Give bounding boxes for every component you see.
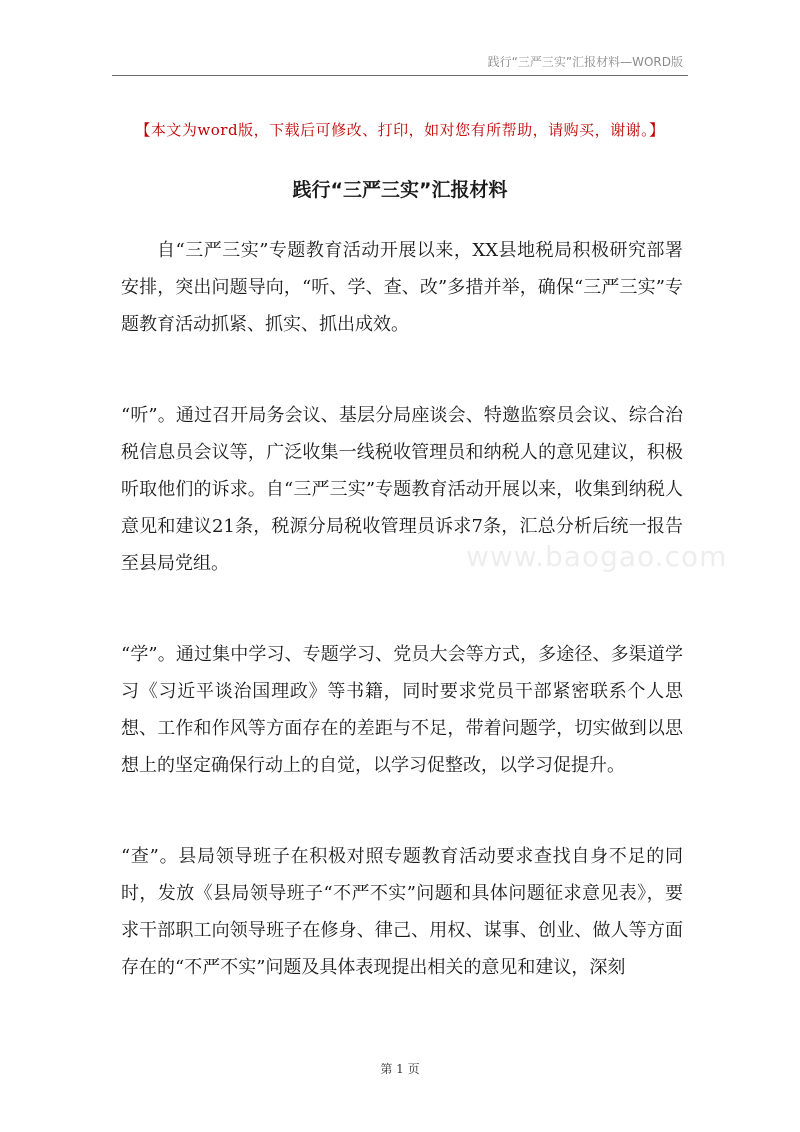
- document-title: 践行“三严三实”汇报材料: [292, 179, 508, 201]
- watermark: www.baogao.com: [466, 540, 728, 573]
- paragraph-check: “查”。县局领导班子在积极对照专题教育活动要求查找自身不足的同时，发放《县局领导班子“不严不实”问题和具体问题征求意见表》，要求干部职工向领导班子在修身、律己、用权、谋事、创业、做人等方面存在的“不严不实”问题及具体表现提出相关的意见和建议，深刻: [121, 846, 683, 978]
- document-body: [121, 232, 683, 986]
- header-divider: [112, 75, 688, 76]
- paragraph-learn: “学”。通过集中学习、专题学习、党员大会等方式，多途径、多渠道学习《习近平谈治国理政》等书籍，同时要求党员干部紧密联系个人思想、工作和作风等方面存在的差距与不足，带着问题学，切实做到以思想上的坚定确保行动上的自觉，以学习促整改，以学习促提升。: [121, 644, 683, 776]
- running-header: 践行“三严三实”汇报材料—WORD版: [487, 55, 683, 69]
- paragraph-listen: “听”。通过召开局务会议、基层分局座谈会、特邀监察员会议、综合治税信息员会议等，广泛收集一线税收管理员和纳税人的意见建议，积极听取他们的诉求。自“三严三实”专题教育活动开展以来，收集到纳税人意见和建议21条，税源分局税收管理员诉求7条，汇总分析后统一报告至县局党组。: [121, 405, 683, 574]
- page-number: 第 1 页: [380, 1062, 420, 1076]
- purchase-notice: 【本文为word版，下载后可修改、打印，如对您有所帮助，请购买，谢谢。】: [135, 121, 665, 139]
- paragraph-intro: 自“三严三实”专题教育活动开展以来，XX县地税局积极研究部署安排，突出问题导向，“听、学、查、改”多措并举，确保“三严三实”专题教育活动抓紧、抓实、抓出成效。: [121, 240, 683, 335]
